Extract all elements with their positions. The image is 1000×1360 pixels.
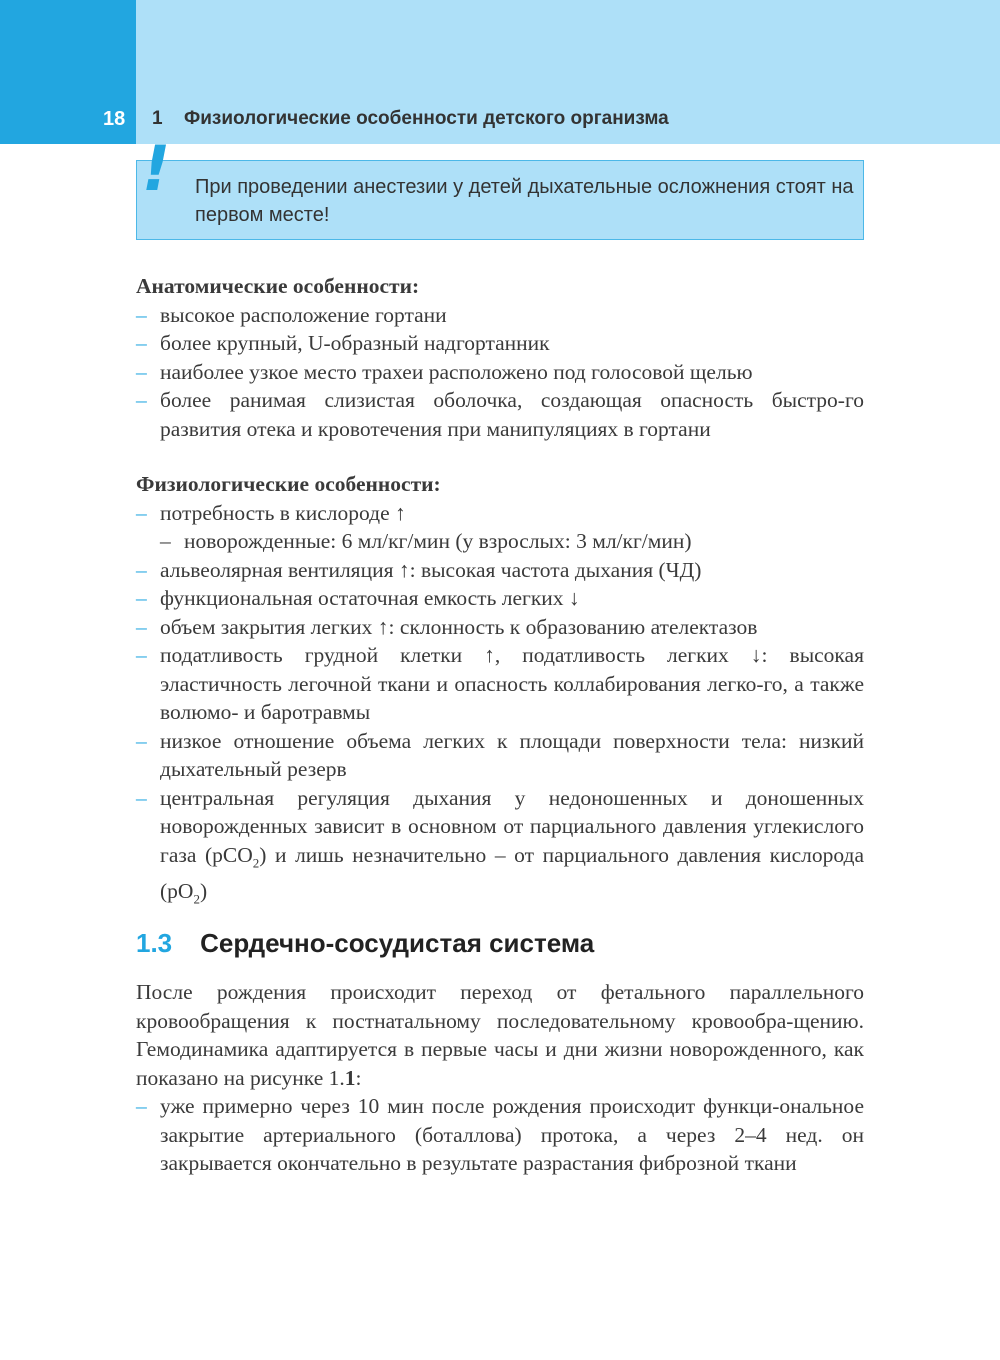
- list-item: – более ранимая слизистая оболочка, создающая опасность быстро-го развития отека и кровотечения при манипуляциях в гортани: [136, 388, 864, 441]
- section-title: Сердечно-сосудистая система: [200, 928, 595, 958]
- list-item: – наиболее узкое место трахеи расположено под голосовой щелью: [136, 358, 864, 387]
- dash-marker: –: [136, 388, 147, 412]
- anatomical-section: [136, 272, 864, 443]
- dash-marker: –: [136, 614, 147, 639]
- page-number: 18: [103, 108, 126, 130]
- cardio-section: [136, 978, 864, 1178]
- anatomical-heading: Анатомические особенности:: [136, 274, 420, 298]
- physiological-heading: Физиологические особенности:: [136, 472, 441, 496]
- callout-text: При проведении анестезии у детей дыхательные осложнения стоят на первом месте!: [195, 176, 854, 226]
- dash-marker: –: [136, 785, 147, 810]
- chapter-title: Физиологические особенности детского организма: [184, 108, 669, 129]
- list-item: – более крупный, U-образный надгортанник: [136, 329, 864, 358]
- list-item: – потребность в кислороде ↑: [136, 499, 864, 528]
- dash-marker: –: [136, 302, 147, 327]
- dash-marker: –: [136, 359, 147, 384]
- section-heading: [136, 928, 594, 959]
- list-item: – функциональная остаточная емкость легких ↓: [136, 584, 864, 613]
- dash-marker: –: [136, 1094, 147, 1118]
- list-item: – центральная регуляция дыхания у недоношенных и доношенных новорожденных зависит в основном от парциального давления углекислого газа (pCO$_2$) и лишь незначительно – от парциального давления кислорода $(pO_2)$: [136, 785, 864, 907]
- list-item: – уже примерно через 10 мин после рождения происходит функци-ональное закрытие артериального (боталлова) протока, а через 2–4 нед. он закрывается окончательно в результате разрастания фиброзной ткани: [136, 1094, 864, 1175]
- dash-marker: –: [136, 331, 147, 355]
- paragraph: После рождения происходит переход от фетального параллельного кровообращения к постнатальному последовательному кровообра-щению. Гемодинамика адаптируется в первые часы и дни жизни новорожденного, как показано на рисунке 1.1:: [136, 980, 864, 1090]
- dash-marker: –: [136, 557, 147, 582]
- dash-marker: –: [136, 643, 147, 667]
- list-item: – податливость грудной клетки ↑, податливость легких ↓: высокая эластичность легочной ткани и опасность коллабирования легко-го, а также волюмо- и баротравмы: [136, 643, 864, 724]
- list-item: – альвеолярная вентиляция ↑: высокая частота дыхания (ЧД): [136, 556, 864, 585]
- section-number: 1.3: [136, 928, 173, 958]
- exclamation-icon: !: [142, 132, 171, 205]
- dash-marker: –: [136, 500, 147, 525]
- physiological-section: [136, 470, 864, 914]
- list-item: – низкое отношение объема легких к площади поверхности тела: низкий дыхательный резерв: [136, 728, 864, 781]
- sub-list-item: – новорожденные: 6 мл/кг/мин (у взрослых: 3 мл/кг/мин): [160, 527, 864, 556]
- list-item: – объем закрытия легких ↑: склонность к образованию ателектазов: [136, 613, 864, 642]
- dash-marker: –: [160, 529, 171, 553]
- dash-marker: –: [136, 728, 147, 753]
- dash-marker: –: [136, 586, 147, 610]
- list-item: – высокое расположение гортани: [136, 301, 864, 330]
- chapter-number: 1: [152, 108, 163, 129]
